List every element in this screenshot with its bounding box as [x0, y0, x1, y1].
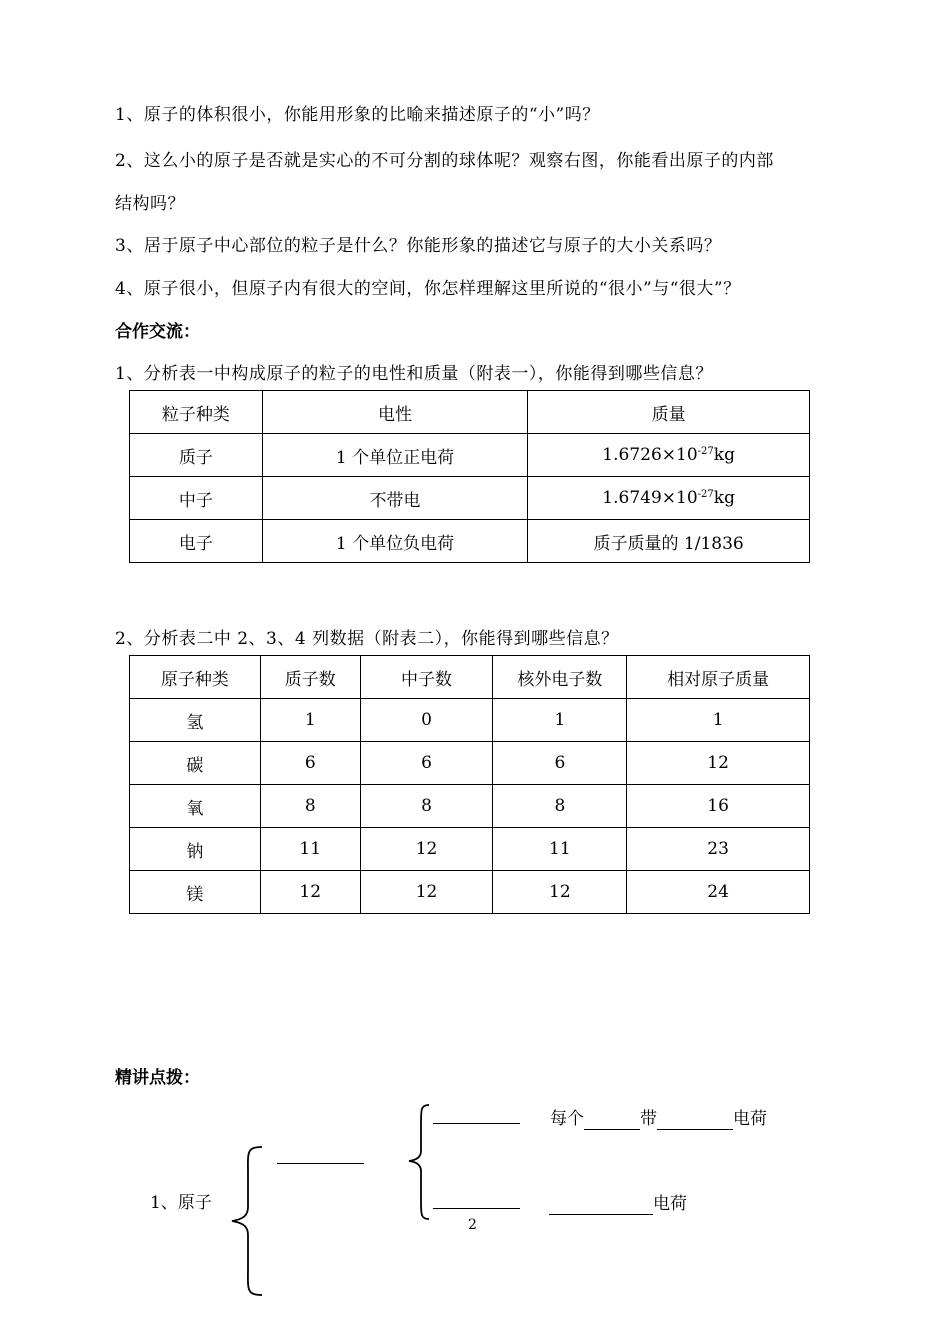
table-cell: 12 — [260, 871, 360, 914]
table-cell — [528, 477, 810, 520]
table-cell: 11 — [260, 828, 360, 871]
mass-exponent: -27 — [697, 446, 714, 457]
charge-word: 电荷 — [653, 1194, 687, 1214]
mass-unit: kg — [713, 488, 735, 508]
table-row — [130, 699, 810, 742]
table-header-cell: 核外电子数 — [493, 656, 627, 699]
charge-amount-blank — [657, 1109, 733, 1130]
particle-name-blank-1 — [433, 1123, 520, 1124]
particle-name-blank-2 — [433, 1208, 520, 1209]
table-header-cell: 原子种类 — [130, 656, 261, 699]
table-cell: 0 — [360, 699, 493, 742]
table-cell: 镁 — [130, 871, 261, 914]
table-header-cell: 粒子种类 — [130, 391, 263, 434]
particle-blank — [584, 1109, 640, 1130]
table-header-cell: 电性 — [262, 391, 528, 434]
table-cell: 8 — [493, 785, 627, 828]
table-cell: 1 个单位负电荷 — [262, 520, 528, 563]
table-cell: 12 — [360, 871, 493, 914]
mass-unit: kg — [713, 445, 735, 465]
table-header-row — [130, 656, 810, 699]
table-cell: 12 — [627, 742, 810, 785]
table-cell: 16 — [627, 785, 810, 828]
table-row — [130, 520, 810, 563]
table-cell: 1 — [493, 699, 627, 742]
table-cell: 12 — [360, 828, 493, 871]
table-cell: 12 — [493, 871, 627, 914]
charge-description-2 — [549, 1189, 687, 1215]
table-cell: 碳 — [130, 742, 261, 785]
table-cell: 质子 — [130, 434, 263, 477]
table-cell: 氢 — [130, 699, 261, 742]
question-4: 4、原子很小，但原子内有很大的空间，你怎样理解这里所说的“很小”与“很大”？ — [115, 279, 741, 299]
lecture-heading: 精讲点拨： — [115, 1068, 200, 1088]
table-row — [130, 477, 810, 520]
table-row — [130, 434, 810, 477]
table-cell: 8 — [360, 785, 493, 828]
table-cell: 1 — [627, 699, 810, 742]
table-cell: 11 — [493, 828, 627, 871]
mass-base: 1.6749×10 — [602, 488, 698, 508]
question-2: 2、这么小的原子是否就是实心的不可分割的球体呢？观察右图，你能看出原子的内部 — [115, 151, 774, 171]
question-3: 3、居于原子中心部位的粒子是什么？你能形象的描述它与原子的大小关系吗？ — [115, 236, 722, 256]
table-cell: 8 — [260, 785, 360, 828]
table-cell: 钠 — [130, 828, 261, 871]
table-header-cell: 中子数 — [360, 656, 493, 699]
each-prefix: 每个 — [550, 1109, 584, 1129]
question-2-continued: 结构吗？ — [115, 194, 185, 214]
mass-base: 1.6726×10 — [602, 445, 698, 465]
table-header-cell: 相对原子质量 — [627, 656, 810, 699]
table-row — [130, 871, 810, 914]
table-cell: 24 — [627, 871, 810, 914]
small-brace-icon — [405, 1103, 433, 1221]
table-row — [130, 742, 810, 785]
table-cell: 不带电 — [262, 477, 528, 520]
table-cell: 23 — [627, 828, 810, 871]
charge-description-1 — [550, 1104, 767, 1130]
question-1: 1、原子的体积很小，你能用形象的比喻来描述原子的“小”吗？ — [115, 105, 600, 125]
cooperation-heading: 合作交流： — [115, 322, 200, 342]
table-header-cell: 质子数 — [260, 656, 360, 699]
table-cell — [528, 434, 810, 477]
carry-word: 带 — [640, 1109, 657, 1129]
table-row — [130, 828, 810, 871]
table-cell: 6 — [493, 742, 627, 785]
table-header-cell: 质量 — [528, 391, 810, 434]
table-cell: 电子 — [130, 520, 263, 563]
task-2: 2、分析表二中 2、3、4 列数据（附表二），你能得到哪些信息？ — [115, 629, 619, 649]
charge-type-blank — [549, 1194, 653, 1215]
particle-table — [129, 390, 810, 563]
page-number: 2 — [468, 1217, 477, 1233]
large-brace-icon — [226, 1145, 266, 1297]
atom-label: 1、原子 — [150, 1193, 212, 1213]
task-1: 1、分析表一中构成原子的粒子的电性和质量（附表一），你能得到哪些信息？ — [115, 364, 713, 384]
table-row — [130, 785, 810, 828]
table-cell: 6 — [260, 742, 360, 785]
table-cell: 1 — [260, 699, 360, 742]
table-cell: 中子 — [130, 477, 263, 520]
table-cell: 质子质量的 1/1836 — [528, 520, 810, 563]
table-header-row — [130, 391, 810, 434]
mass-exponent: -27 — [697, 489, 714, 500]
table-cell: 氧 — [130, 785, 261, 828]
charge-word: 电荷 — [733, 1109, 767, 1129]
table-cell: 6 — [360, 742, 493, 785]
atom-component-blank — [277, 1163, 364, 1164]
table-cell: 1 个单位正电荷 — [262, 434, 528, 477]
atom-table — [129, 655, 810, 914]
